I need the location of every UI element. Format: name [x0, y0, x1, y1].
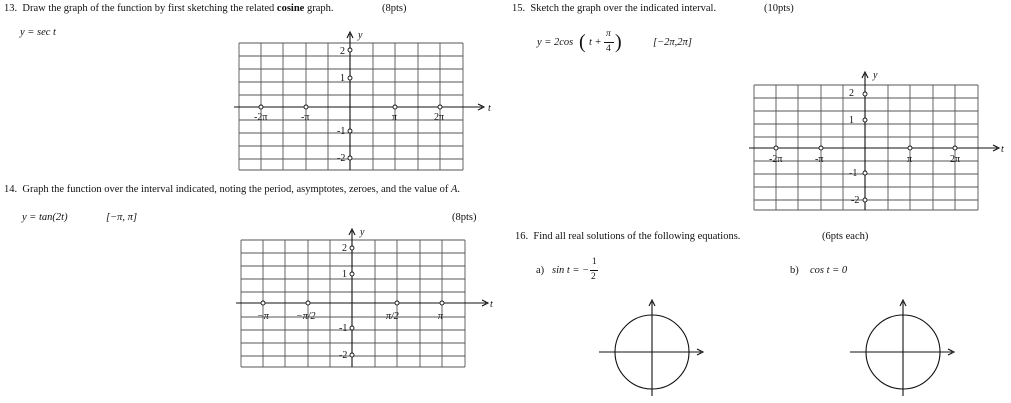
problem15-fraction-bar [604, 42, 614, 43]
problem14-points: (8pts) [452, 212, 477, 223]
unit-circle-a[interactable] [597, 298, 709, 398]
graph-13-ytick-1: 1 [340, 73, 345, 84]
problem15-left-paren: ( [579, 31, 586, 53]
graph-13-y-label: y [358, 30, 363, 41]
graph-14-y-label: y [360, 227, 365, 238]
graph-15-xtick-pi: π [907, 154, 913, 165]
graph-13-xtick-neg2pi: -2π [254, 112, 268, 123]
graph-14-ytick-neg2: -2 [339, 350, 348, 361]
problem14-header: 14. Graph the function over the interval indicated, noting the period, asymptotes, zeroes, and the value of A. [4, 184, 461, 195]
graph-15-xtick-2pi: 2π [950, 154, 961, 165]
graph-14-xtick-pi: π [438, 311, 444, 322]
graph-15-x-label: t [1001, 144, 1004, 155]
graph-13-ytick-neg1: -1 [337, 126, 346, 137]
problem14-instruction: Graph the function over the interval indicated, noting the period, asymptotes, zeroes, and the value of [22, 184, 449, 195]
problem16-instruction: Find all real solutions of the following equations. [533, 231, 741, 242]
graph-15-xtick-negpi: -π [815, 154, 824, 165]
graph-14-ytick-2: 2 [342, 243, 347, 254]
graph-13-ytick-neg2: -2 [337, 153, 346, 164]
graph-13-xtick-negpi: -π [301, 112, 310, 123]
graph-14-xtick-negpi: −π [257, 311, 269, 322]
problem15-header [512, 4, 716, 15]
graph-15-ytick-1: 1 [849, 115, 854, 126]
problem13-points: (8pts) [382, 3, 407, 14]
graph-14-ytick-neg1: -1 [339, 323, 348, 334]
problem15-instruction: Sketch the graph over the indicated interval. [530, 3, 717, 14]
problem14-function: y = tan(2t) [22, 212, 68, 223]
graph-14[interactable] [236, 227, 496, 367]
problem15-points: (10pts) [764, 3, 794, 14]
problem16-header [515, 232, 740, 243]
problem13-header [4, 4, 334, 15]
problem16-points: (6pts each) [822, 231, 869, 242]
graph-13-xtick-2pi: 2π [434, 112, 445, 123]
problem15-interval: [−2π,2π] [653, 37, 692, 48]
graph-14-xtick-negpi2: −π/2 [296, 311, 316, 322]
problem16-part-a-fraction-bar [590, 270, 598, 271]
graph-15-xtick-neg2pi: -2π [769, 154, 783, 165]
graph-13-ytick-2: 2 [340, 46, 345, 57]
problem14-interval: [−π, π] [106, 212, 138, 223]
problem14-instruction-var: A [451, 184, 458, 195]
problem15-right-paren: ) [615, 31, 622, 53]
problem15-number: 15. [512, 3, 526, 14]
problem16-number: 16. [515, 231, 529, 242]
graph-15-ytick-neg1: -1 [849, 168, 858, 179]
graph-13-x-label: t [488, 103, 491, 114]
problem13-number: 13. [4, 3, 18, 14]
graph-15-y-label: y [873, 70, 878, 81]
problem13-function: y = sec t [20, 27, 56, 38]
unit-circle-b[interactable] [848, 298, 960, 398]
graph-14-ytick-1: 1 [342, 269, 347, 280]
problem16-part-a: a) sin t = − 1 2 [536, 257, 597, 282]
problem14-number: 14. [4, 184, 18, 195]
graph-15-ytick-neg2: -2 [851, 195, 860, 206]
graph-14-xtick-pi2: π/2 [386, 311, 399, 322]
graph-13[interactable] [234, 30, 494, 170]
graph-15-ytick-2: 2 [849, 88, 854, 99]
graph-13-xtick-pi: π [392, 112, 398, 123]
graph-15[interactable] [749, 72, 1009, 212]
graph-14-x-label: t [490, 299, 493, 310]
problem13-instruction: Draw the graph of the function by first sketching the related cosine graph. [22, 3, 334, 14]
